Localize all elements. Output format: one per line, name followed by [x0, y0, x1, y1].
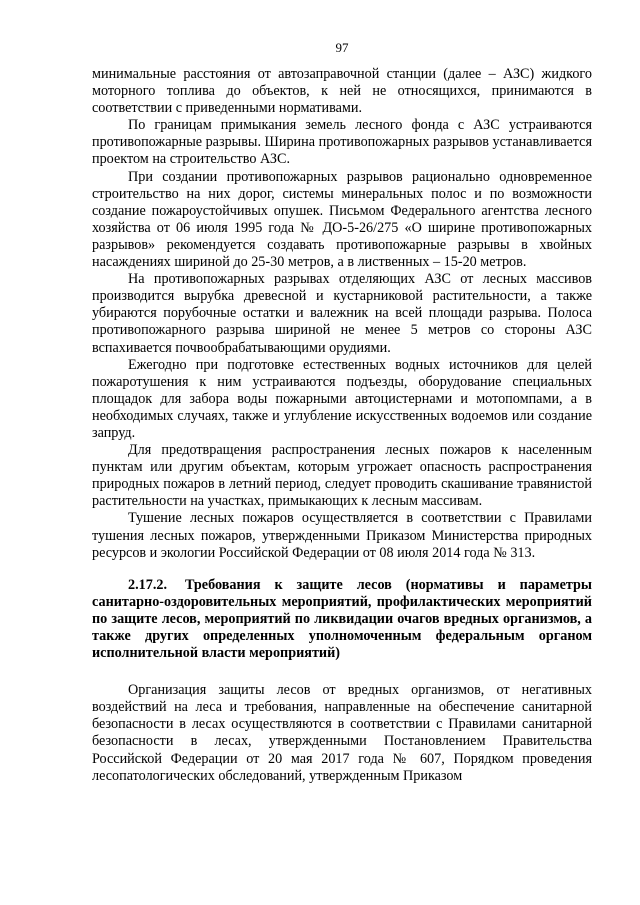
section-title: Требования к защите лесов (нормативы и параметры санитарно-оздоровительных мероприятий, профилактических мероприятий по защите лесов, мероприятий по ликвидации очагов вредных организмов, а также других определенных уполномоченным федеральным органом исполнительной власти мероприятий)	[92, 576, 593, 662]
paragraph-continuation: минимальные расстояния от автозаправочной станции (далее – АЗС) жидкого моторного топлива до объектов, к ней не относящихся, принимаются в соответствии с приведенными нормативами.	[92, 66, 592, 117]
page-number: 97	[335, 40, 349, 55]
body-text	[92, 66, 592, 785]
section-heading	[92, 577, 592, 662]
paragraph-fire-prevention-settlements: Для предотвращения распространения лесных пожаров к населенным пунктам или другим объектам, которым угрожает опасность распространения природных пожаров в летний период, следует проводить скашивание травянистой растительности на участках, примыкающих к лесным массивам.	[92, 442, 592, 510]
paragraph-fire-extinguishing-rules: Тушение лесных пожаров осуществляется в соответствии с Правилами тушения лесных пожаров, утвержденными Приказом Министерства природных ресурсов и экологии Российской Федерации от 08 июля 2014 года № 313.	[92, 510, 592, 561]
section-number: 2.17.2.	[128, 576, 168, 593]
paragraph-firebreak-construction: При создании противопожарных разрывов рационально одновременное строительство на них дорог, системы минеральных полос и по возможности создание пожароустойчивых опушек. Письмом Федерального агентства лесного хозяйства от 06 июля 1995 года № ДО-5-26/275 «О ширине противопожарных разрывов» рекомендуется создавать противопожарные разрывы в хвойных насаждениях шириной до 25-30 метров, а в лиственных – 15-20 метров.	[92, 168, 592, 271]
paragraph-water-sources: Ежегодно при подготовке естественных водных источников для целей пожаротушения к ним устраиваются подъезды, оборудование специальных площадок для забора воды пожарными автоцистернами и мотопомпами, а в необходимых случаях, также и углубление искусственных водоемов или создание запруд.	[92, 356, 592, 441]
paragraph-firebreak-clearing: На противопожарных разрывах отделяющих АЗС от лесных массивов производится вырубка древесной и кустарниковой растительности, а также убираются порубочные остатки и валежник на всей площади разрыва. Полоса противопожарного разрыва шириной не менее 5 метров со стороны АЗС вспахивается почвообрабатывающими орудиями.	[92, 271, 592, 356]
paragraph-firebreaks-azs: По границам примыкания земель лесного фонда с АЗС устраиваются противопожарные разрывы. Ширина противопожарных разрывов устанавливается проектом на строительство АЗС.	[92, 117, 592, 168]
section-body	[92, 682, 592, 785]
paragraph-forest-protection: Организация защиты лесов от вредных организмов, от негативных воздействий на леса и требования, направленные на обеспечение санитарной безопасности в лесах осуществляются в соответствии с Правилами санитарной безопасности в лесах, утвержденными Постановлением Правительства Российской Федерации от 20 мая 2017 года № 607, Порядком проведения лесопатологических обследований, утвержденным Приказом	[92, 682, 592, 784]
